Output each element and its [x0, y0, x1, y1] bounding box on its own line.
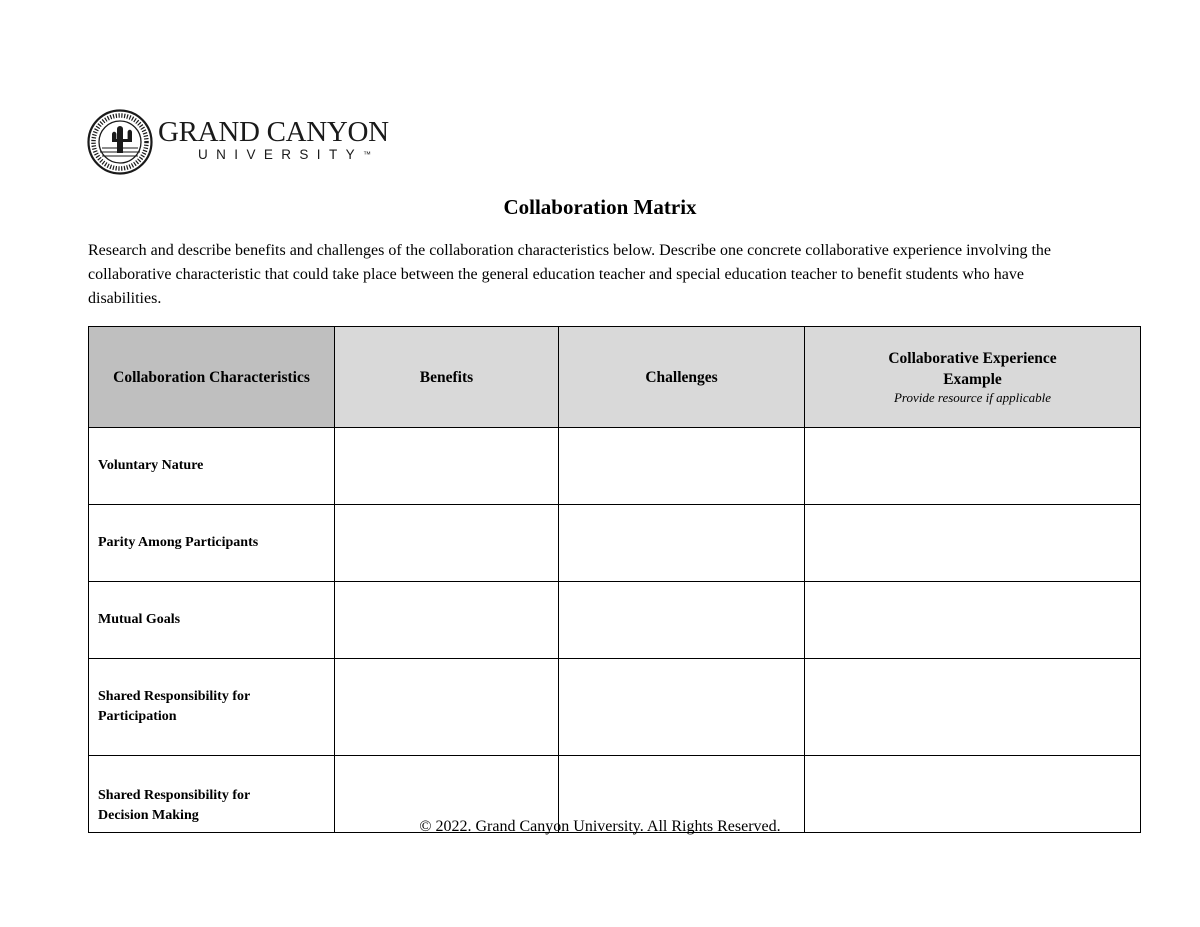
benefits-cell[interactable] — [335, 428, 559, 505]
row-label: Shared Responsibility for Decision Making — [89, 756, 335, 833]
university-logo — [87, 108, 389, 176]
challenges-cell[interactable] — [559, 428, 805, 505]
example-cell[interactable] — [805, 582, 1141, 659]
table-header-row — [89, 327, 1141, 428]
row-label: Mutual Goals — [89, 582, 335, 659]
benefits-cell[interactable] — [335, 582, 559, 659]
university-wordmark — [158, 116, 389, 162]
page-title: Collaboration Matrix — [503, 195, 697, 219]
table-row — [89, 505, 1141, 582]
column-header-example-note: Provide resource if applicable — [893, 390, 1052, 405]
example-cell[interactable] — [805, 659, 1141, 756]
column-header-benefits: Benefits — [335, 327, 559, 428]
column-header-example: Collaborative Experience Example Provide resource if applicable — [805, 327, 1141, 428]
column-header-challenges: Challenges — [559, 327, 805, 428]
copyright-footer: © 2022. Grand Canyon University. All Rights Reserved. — [419, 818, 781, 835]
benefits-cell[interactable] — [335, 505, 559, 582]
instructions-paragraph: Research and describe benefits and challenges of the collaboration characteristics below. Describe one concrete collaborative experience involving the collaborative characteristic that could take place between the general education teacher and special education teacher to benefit students who have disabilities. — [88, 242, 1051, 307]
benefits-cell[interactable] — [335, 659, 559, 756]
row-label: Parity Among Participants — [89, 505, 335, 582]
table-row — [89, 428, 1141, 505]
table-row — [89, 582, 1141, 659]
university-seal-icon — [87, 109, 153, 175]
challenges-cell[interactable] — [559, 505, 805, 582]
collaboration-matrix-table — [88, 326, 1141, 833]
table-row — [89, 659, 1141, 756]
logo-text-top: GRAND CANYON — [158, 116, 389, 148]
challenges-cell[interactable] — [559, 659, 805, 756]
row-label: Shared Responsibility for Participation — [89, 659, 335, 756]
row-label: Voluntary Nature — [89, 428, 335, 505]
example-cell[interactable] — [805, 428, 1141, 505]
column-header-characteristics: Collaboration Characteristics — [89, 327, 335, 428]
example-cell[interactable] — [805, 505, 1141, 582]
challenges-cell[interactable] — [559, 582, 805, 659]
logo-text-bottom: UNIVERSITY™ — [198, 147, 372, 162]
